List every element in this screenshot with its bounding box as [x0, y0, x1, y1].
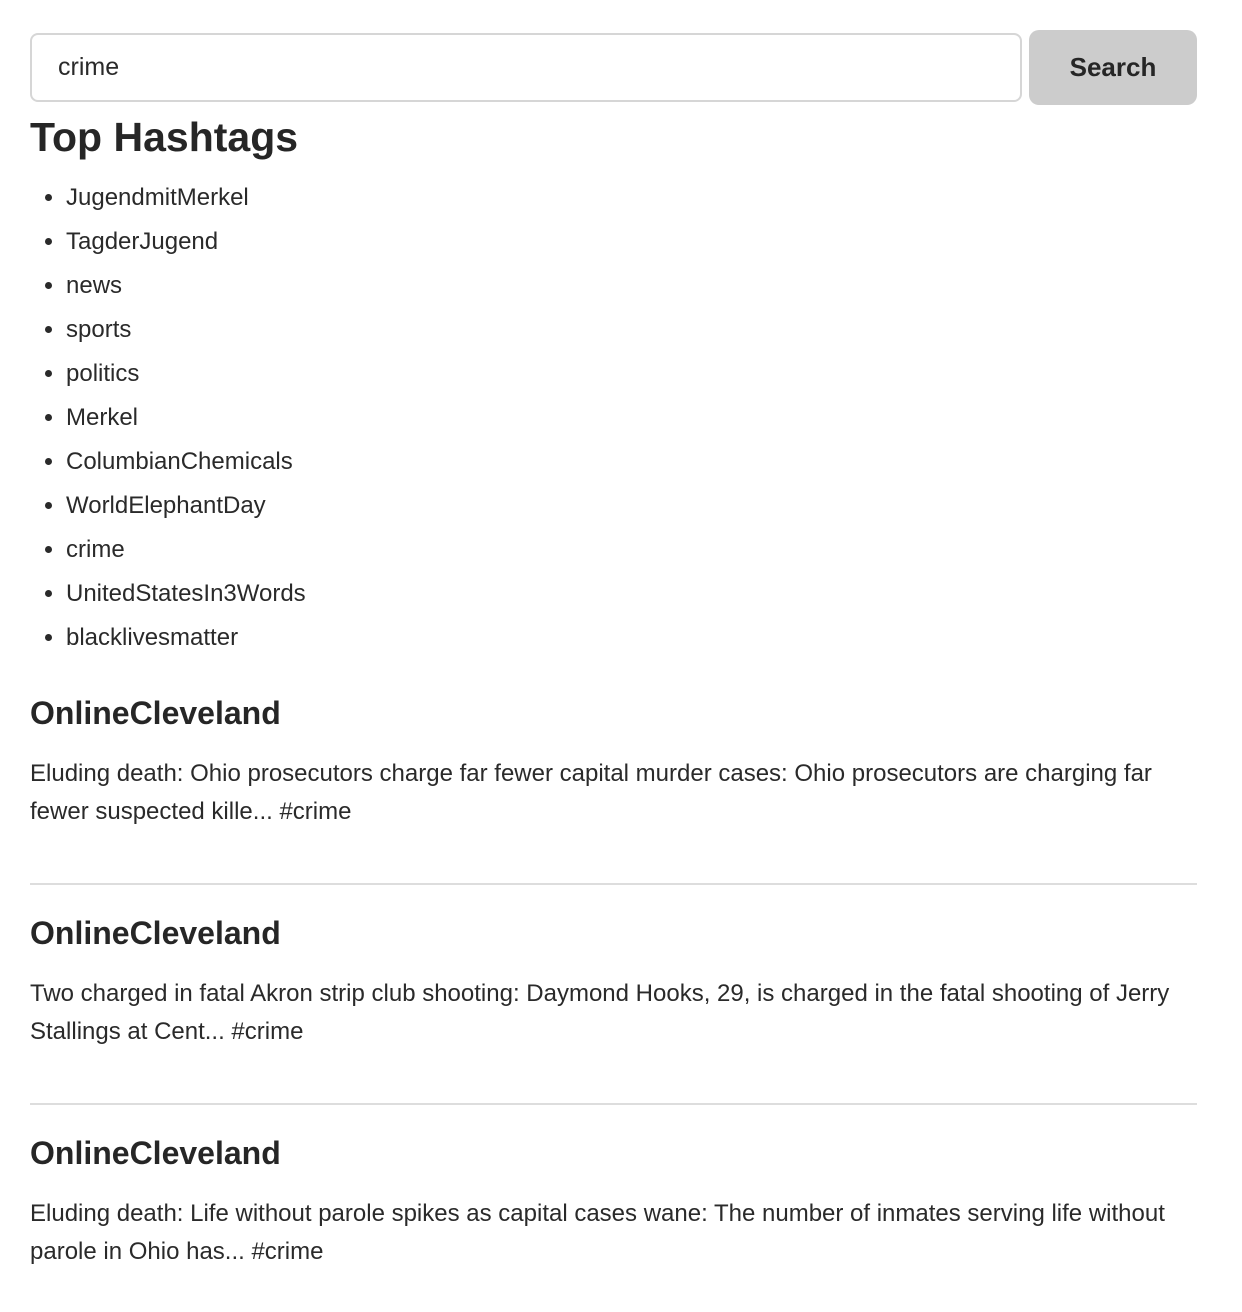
post-author: OnlineCleveland	[30, 915, 281, 951]
post-divider	[30, 883, 1197, 885]
hashtag-item: • ColumbianChemicals	[66, 447, 1197, 477]
hashtag-item: • news	[66, 271, 1197, 301]
hashtag-item: • TagderJugend	[66, 227, 1197, 257]
hashtag-item: • crime	[66, 535, 1197, 565]
page-title: Top Hashtags	[30, 114, 299, 160]
post	[30, 1133, 1197, 1271]
search-button[interactable]: Search	[1029, 30, 1197, 105]
search-bar	[30, 30, 1197, 105]
post-text: Eluding death: Ohio prosecutors charge far fewer capital murder cases: Ohio prosecutors are charging far fewer suspected kille... #crime	[30, 760, 1152, 825]
hashtag-item: • Merkel	[66, 403, 1197, 433]
post-text: Eluding death: Life without parole spikes as capital cases wane: The number of inmates serving life without parole in Ohio has... #crime	[30, 1200, 1165, 1265]
post-author: OnlineCleveland	[30, 695, 281, 731]
hashtag-item: • WorldElephantDay	[66, 491, 1197, 521]
hashtag-item: • blacklivesmatter	[66, 623, 1197, 653]
post-text: Two charged in fatal Akron strip club shooting: Daymond Hooks, 29, is charged in the fatal shooting of Jerry Stallings at Cent... #crime	[30, 980, 1170, 1045]
hashtag-item: • politics	[66, 359, 1197, 389]
search-input[interactable]	[30, 33, 1022, 102]
post	[30, 693, 1197, 831]
post	[30, 913, 1197, 1051]
hashtag-item: • sports	[66, 315, 1197, 345]
hashtag-item: • JugendmitMerkel	[66, 183, 1197, 213]
hashtag-item: • UnitedStatesIn3Words	[66, 579, 1197, 609]
post-divider	[30, 1103, 1197, 1105]
post-author: OnlineCleveland	[30, 1135, 281, 1171]
hashtag-list	[30, 183, 1197, 653]
